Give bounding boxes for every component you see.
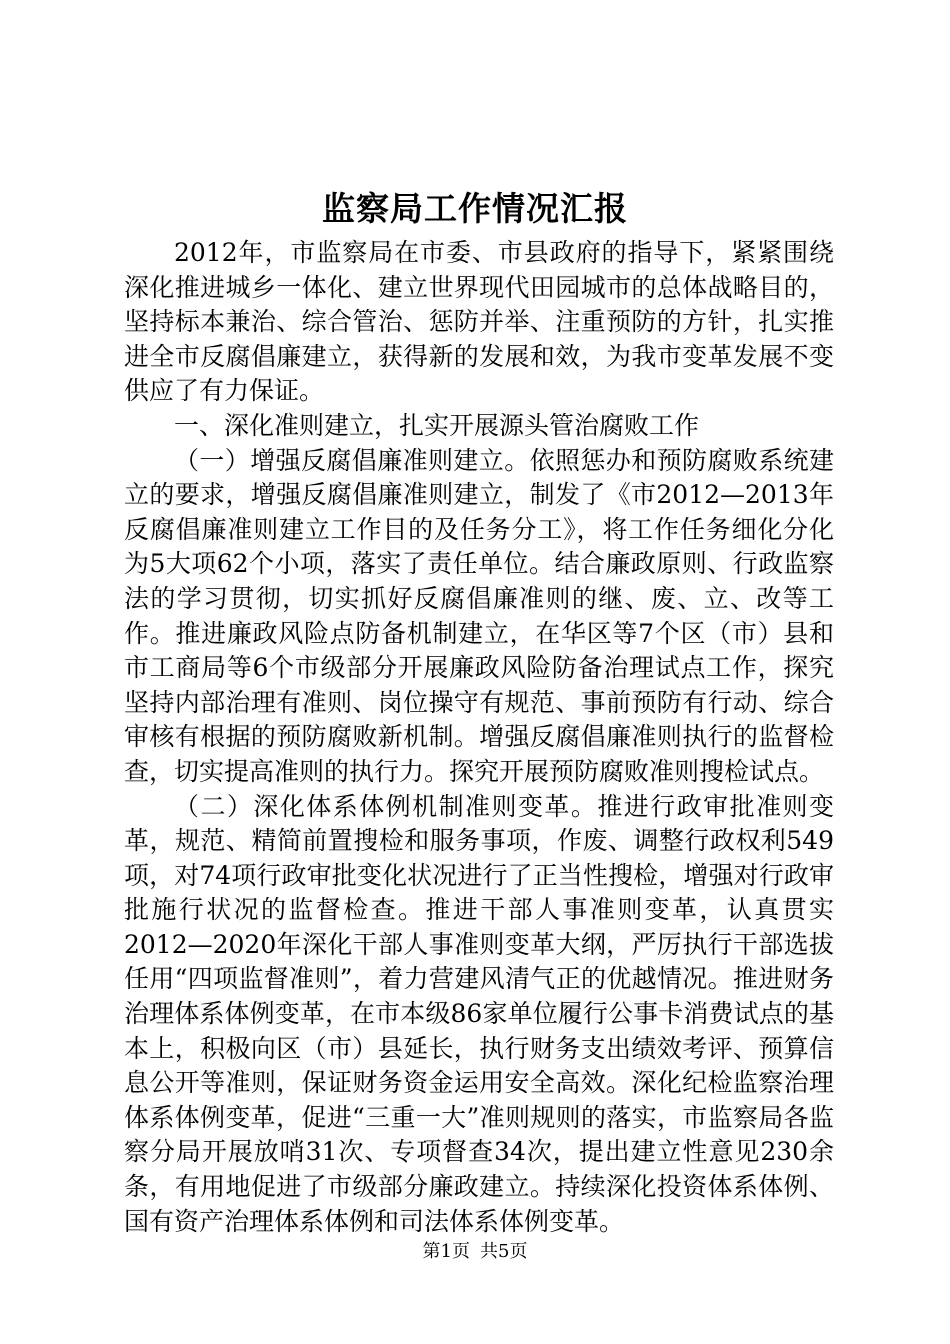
section-heading-1: 一、深化准则建立，扎实开展源头管治腐败工作	[174, 410, 700, 440]
page-footer	[0, 1240, 950, 1264]
page-number-total: 共5页	[480, 1241, 528, 1262]
document-body	[124, 236, 834, 1239]
paragraph-section-1-2: （二）深化体系体例机制准则变革。推进行政审批准则变革，规范、精简前置搜检和服务事项，作废、调整行政权利549项，对74项行政审批变化状况进行了正当性搜检，增强对行政审批施行状况的监督检查。推进干部人事准则变革，认真贯实2012—2020年深化干部人事准则变革大纲，严厉执行干部选拔任用“四项监督准则”，着力营建风清气正的优越情况。推进财务治理体系体例变革，在市本级86家单位履行公事卡消费试点的基本上，积极向区（市）县延长，执行财务支出绩效考评、预算信息公开等准则，保证财务资金运用安全高效。深化纪检监察治理体系体例变革，促进“三重一大”准则规则的落实，市监察局各监察分局开展放哨31次、专项督查34次，提出建立性意见230余条，有用地促进了市级部分廉政建立。持续深化投资体系体例、国有资产治理体系体例和司法体系体例变革。	[124, 791, 834, 1236]
page-number-current: 第1页	[422, 1241, 470, 1262]
document-title: 监察局工作情况汇报	[322, 189, 628, 228]
paragraph-section-1-1: （一）增强反腐倡廉准则建立。依照惩办和预防腐败系统建立的要求，增强反腐倡廉准则建立，制发了《市2012—2013年反腐倡廉准则建立工作目的及任务分工》，将工作任务细化分化为5大项62个小项，落实了责任单位。结合廉政原则、行政监察法的学习贯彻，切实抓好反腐倡廉准则的继、废、立、改等工作。推进廉政风险点防备机制建立，在华区等7个区（市）县和市工商局等6个市级部分开展廉政风险防备治理试点工作，探究坚持内部治理有准则、岗位操守有规范、事前预防有行动、综合审核有根据的预防腐败新机制。增强反腐倡廉准则执行的监督检查，切实提高准则的执行力。探究开展预防腐败准则搜检试点。	[124, 445, 834, 786]
paragraph-intro: 2012年，市监察局在市委、市县政府的指导下，紧紧围绕深化推进城乡一体化、建立世界现代田园城市的总体战略目的，坚持标本兼治、综合管治、惩防并举、注重预防的方针，扎实推进全市反腐倡廉建立，获得新的发展和效，为我市变革发展不变供应了有力保证。	[124, 238, 834, 406]
